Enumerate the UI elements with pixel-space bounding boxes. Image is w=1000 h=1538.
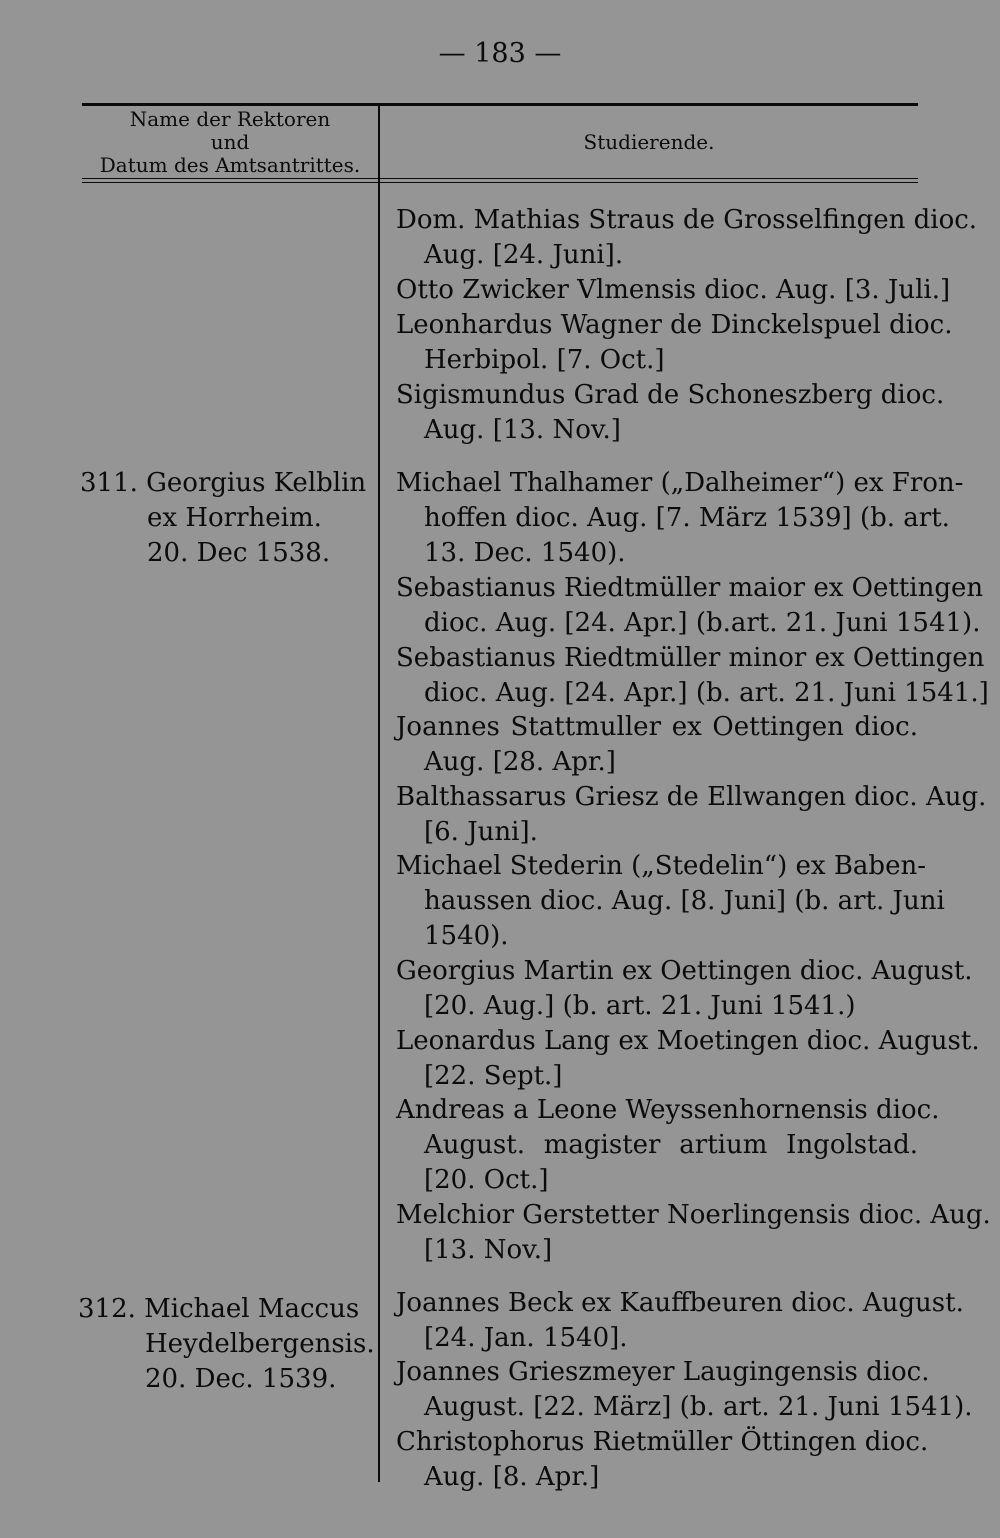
rector-line: 20. Dec 1538.	[147, 538, 331, 568]
student-entry-line: Sebastianus Riedtmüller minor ex Oettingen	[396, 643, 985, 673]
student-entry-line: Otto Zwicker Vlmensis dioc. Aug. [3. Juli.]	[396, 275, 951, 305]
student-entry-line: [13. Nov.]	[424, 1235, 553, 1265]
rector-line: Heydelbergensis.	[145, 1329, 375, 1359]
student-entry-line: Aug. [28. Apr.]	[424, 747, 616, 777]
page-number: — 183 —	[438, 38, 562, 69]
header-students	[380, 131, 918, 154]
header-rectors-line: Datum des Amtsantrittes.	[99, 153, 361, 177]
student-entry-line: Balthassarus Griesz de Ellwangen dioc. Aug.	[396, 782, 987, 812]
student-entry-line: Sigismundus Grad de Schoneszberg dioc.	[396, 380, 945, 410]
student-entry-line: dioc. Aug. [24. Apr.] (b.art. 21. Juni 1541).	[424, 608, 981, 638]
student-entry-line: Michael Stederin („Stedelin“) ex Baben-	[396, 851, 926, 881]
header-bottom-rule	[82, 178, 918, 179]
student-entry-line: August. [22. März] (b. art. 21. Juni 1541).	[424, 1392, 973, 1422]
student-entry-line: 13. Dec. 1540).	[424, 538, 626, 568]
header-rectors-line: Name der Rektoren	[129, 107, 331, 131]
student-entry-line: 1540).	[424, 921, 509, 951]
header-rectors-line: und	[210, 130, 250, 154]
header-students-label: Studierende.	[583, 130, 715, 154]
student-entry-line: Aug. [8. Apr.]	[424, 1462, 600, 1492]
student-entry-line: dioc. Aug. [24. Apr.] (b. art. 21. Juni 1541.]	[424, 678, 989, 708]
student-entry-line: Leonhardus Wagner de Dinckelspuel dioc.	[396, 310, 953, 340]
header-rectors	[82, 108, 378, 177]
student-entry-line: Michael Thalhamer („Dalheimer“) ex Fron-	[396, 468, 964, 498]
header-top-rule	[82, 103, 918, 106]
student-entry-line: Dom. Mathias Straus de Grosselfingen dioc.	[396, 205, 978, 235]
student-entry-line: Herbipol. [7. Oct.]	[424, 345, 665, 375]
rector-line: ex Horrheim.	[147, 503, 322, 533]
student-entry-line: Aug. [24. Juni].	[424, 240, 624, 270]
student-entry-line: [6. Juni].	[424, 817, 538, 847]
student-entry-line: Joannes Grieszmeyer Laugingensis dioc.	[396, 1357, 930, 1387]
student-entry-line: Melchior Gerstetter Noerlingensis dioc. Aug.	[396, 1200, 991, 1230]
rector-line: 312. Michael Maccus	[78, 1294, 360, 1324]
rector-line: 311. Georgius Kelblin	[80, 468, 367, 498]
student-entry-line: Christophorus Rietmüller Öttingen dioc.	[396, 1427, 929, 1457]
student-entry-line: [20. Oct.]	[424, 1165, 549, 1195]
student-entry-line: Leonardus Lang ex Moetingen dioc. August.	[396, 1026, 980, 1056]
student-entry-line: Joannes Stattmuller ex Oettingen dioc.	[396, 712, 918, 742]
student-entry-line: August. magister artium Ingolstad.	[424, 1130, 918, 1160]
student-entry-line: Andreas a Leone Weyssenhornensis dioc.	[396, 1095, 940, 1125]
rector-line: 20. Dec. 1539.	[145, 1364, 337, 1394]
student-entry-line: Georgius Martin ex Oettingen dioc. August.	[396, 956, 973, 986]
student-entry-line: Aug. [13. Nov.]	[424, 415, 621, 445]
student-entry-line: [20. Aug.] (b. art. 21. Juni 1541.)	[424, 991, 856, 1021]
header-bottom-rule-2	[82, 182, 918, 183]
student-entry-line: [24. Jan. 1540].	[424, 1323, 628, 1353]
student-entry-line: hoffen dioc. Aug. [7. März 1539] (b. art.	[424, 503, 950, 533]
student-entry-line: Joannes Beck ex Kauffbeuren dioc. August.	[396, 1288, 964, 1318]
student-entry-line: Sebastianus Riedtmüller maior ex Oettingen	[396, 573, 984, 603]
student-entry-line: haussen dioc. Aug. [8. Juni] (b. art. Juni	[424, 886, 945, 916]
column-divider	[378, 106, 380, 1482]
student-entry-line: [22. Sept.]	[424, 1061, 563, 1091]
